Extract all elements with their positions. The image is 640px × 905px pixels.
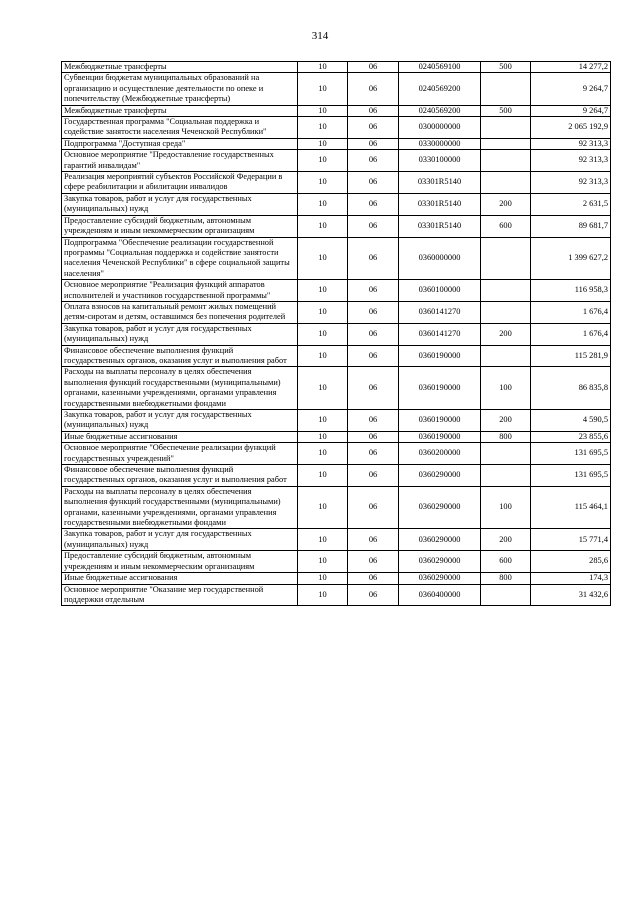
cell-expense-type: 100 — [481, 367, 531, 410]
table-row — [62, 443, 611, 465]
cell-target-article: 0360000000 — [399, 237, 481, 280]
cell-name: Иные бюджетные ассигнования — [62, 431, 298, 442]
table-row — [62, 73, 611, 105]
cell-subsection: 06 — [348, 172, 399, 194]
table-row — [62, 573, 611, 584]
table-row — [62, 193, 611, 215]
cell-section: 10 — [298, 529, 348, 551]
cell-expense-type: 200 — [481, 529, 531, 551]
cell-section: 10 — [298, 551, 348, 573]
cell-expense-type: 200 — [481, 410, 531, 432]
cell-expense-type: 800 — [481, 431, 531, 442]
cell-subsection: 06 — [348, 551, 399, 573]
table-row — [62, 345, 611, 367]
cell-name: Основное мероприятие "Обеспечение реализации функций государственных учреждений" — [62, 443, 298, 465]
cell-amount: 9 264,7 — [531, 73, 611, 105]
cell-target-article: 0360290000 — [399, 465, 481, 487]
cell-target-article: 0360100000 — [399, 280, 481, 302]
cell-name: Закупка товаров, работ и услуг для государственных (муниципальных) нужд — [62, 323, 298, 345]
cell-amount: 92 313,3 — [531, 172, 611, 194]
cell-section: 10 — [298, 486, 348, 529]
cell-expense-type — [481, 150, 531, 172]
cell-amount: 23 855,6 — [531, 431, 611, 442]
cell-target-article: 0360290000 — [399, 551, 481, 573]
cell-section: 10 — [298, 345, 348, 367]
cell-subsection: 06 — [348, 150, 399, 172]
cell-expense-type — [481, 172, 531, 194]
cell-subsection: 06 — [348, 301, 399, 323]
cell-amount: 116 958,3 — [531, 280, 611, 302]
cell-amount: 92 313,3 — [531, 150, 611, 172]
cell-amount: 2 631,5 — [531, 193, 611, 215]
cell-subsection: 06 — [348, 584, 399, 606]
cell-subsection: 06 — [348, 529, 399, 551]
cell-amount: 115 464,1 — [531, 486, 611, 529]
cell-target-article: 0360400000 — [399, 584, 481, 606]
cell-section: 10 — [298, 573, 348, 584]
cell-amount: 89 681,7 — [531, 215, 611, 237]
cell-section: 10 — [298, 105, 348, 116]
table-row — [62, 150, 611, 172]
cell-target-article: 0240569100 — [399, 62, 481, 73]
cell-name: Подпрограмма "Обеспечение реализации государственной программы "Социальная поддержка и содействие занятости населения Чеченской Республики" в сфере социальной защиты населения" — [62, 237, 298, 280]
cell-subsection: 06 — [348, 573, 399, 584]
cell-target-article: 0300000000 — [399, 117, 481, 139]
cell-target-article: 0360290000 — [399, 529, 481, 551]
table-row — [62, 367, 611, 410]
table-row — [62, 410, 611, 432]
cell-subsection: 06 — [348, 443, 399, 465]
cell-amount: 15 771,4 — [531, 529, 611, 551]
table-row — [62, 465, 611, 487]
cell-name: Закупка товаров, работ и услуг для государственных (муниципальных) нужд — [62, 529, 298, 551]
cell-target-article: 0240569200 — [399, 105, 481, 116]
cell-target-article: 0360200000 — [399, 443, 481, 465]
cell-section: 10 — [298, 410, 348, 432]
table-row — [62, 62, 611, 73]
cell-name: Государственная программа "Социальная поддержка и содействие занятости населения Чеченской Республики" — [62, 117, 298, 139]
cell-name: Межбюджетные трансферты — [62, 62, 298, 73]
cell-section: 10 — [298, 301, 348, 323]
cell-section: 10 — [298, 237, 348, 280]
table-row — [62, 584, 611, 606]
cell-amount: 1 676,4 — [531, 301, 611, 323]
cell-name: Реализация мероприятий субъектов Российской Федерации в сфере реабилитации и абилитации инвалидов — [62, 172, 298, 194]
cell-name: Финансовое обеспечение выполнения функций государственных органов, оказания услуг и выполнения работ — [62, 465, 298, 487]
cell-amount: 1 676,4 — [531, 323, 611, 345]
table-row — [62, 237, 611, 280]
cell-expense-type: 600 — [481, 551, 531, 573]
cell-subsection: 06 — [348, 465, 399, 487]
cell-expense-type — [481, 117, 531, 139]
cell-subsection: 06 — [348, 73, 399, 105]
cell-target-article: 0360141270 — [399, 323, 481, 345]
cell-section: 10 — [298, 465, 348, 487]
table-row — [62, 215, 611, 237]
cell-name: Предоставление субсидий бюджетным, автономным учреждениям и иным некоммерческим организациям — [62, 215, 298, 237]
table-body — [62, 62, 611, 606]
cell-expense-type: 500 — [481, 62, 531, 73]
cell-expense-type — [481, 138, 531, 149]
cell-name: Основное мероприятие "Реализация функций аппаратов исполнителей и участников государственной программы" — [62, 280, 298, 302]
cell-subsection: 06 — [348, 367, 399, 410]
cell-section: 10 — [298, 117, 348, 139]
cell-name: Подпрограмма "Доступная среда" — [62, 138, 298, 149]
cell-amount: 2 065 192,9 — [531, 117, 611, 139]
table-row — [62, 301, 611, 323]
cell-amount: 1 399 627,2 — [531, 237, 611, 280]
cell-expense-type: 600 — [481, 215, 531, 237]
cell-expense-type — [481, 465, 531, 487]
cell-expense-type — [481, 73, 531, 105]
cell-section: 10 — [298, 280, 348, 302]
cell-section: 10 — [298, 431, 348, 442]
table-row — [62, 138, 611, 149]
cell-expense-type: 800 — [481, 573, 531, 584]
cell-target-article: 0360190000 — [399, 410, 481, 432]
cell-expense-type: 500 — [481, 105, 531, 116]
cell-section: 10 — [298, 73, 348, 105]
cell-target-article: 0330000000 — [399, 138, 481, 149]
cell-target-article: 0360190000 — [399, 367, 481, 410]
table-row — [62, 172, 611, 194]
cell-section: 10 — [298, 172, 348, 194]
cell-amount: 131 695,5 — [531, 465, 611, 487]
cell-section: 10 — [298, 584, 348, 606]
cell-target-article: 0330100000 — [399, 150, 481, 172]
cell-section: 10 — [298, 62, 348, 73]
cell-section: 10 — [298, 215, 348, 237]
cell-target-article: 0360190000 — [399, 345, 481, 367]
cell-amount: 86 835,8 — [531, 367, 611, 410]
cell-amount: 131 695,5 — [531, 443, 611, 465]
cell-name: Закупка товаров, работ и услуг для государственных (муниципальных) нужд — [62, 410, 298, 432]
cell-subsection: 06 — [348, 215, 399, 237]
cell-target-article: 0360141270 — [399, 301, 481, 323]
table-row — [62, 105, 611, 116]
cell-target-article: 0360290000 — [399, 486, 481, 529]
cell-subsection: 06 — [348, 345, 399, 367]
table-row — [62, 529, 611, 551]
cell-subsection: 06 — [348, 280, 399, 302]
cell-name: Предоставление субсидий бюджетным, автономным учреждениям и иным некоммерческим организациям — [62, 551, 298, 573]
cell-name: Закупка товаров, работ и услуг для государственных (муниципальных) нужд — [62, 193, 298, 215]
cell-amount: 285,6 — [531, 551, 611, 573]
cell-target-article: 03301R5140 — [399, 215, 481, 237]
cell-amount: 115 281,9 — [531, 345, 611, 367]
table-row — [62, 431, 611, 442]
cell-subsection: 06 — [348, 323, 399, 345]
table-row — [62, 280, 611, 302]
cell-name: Иные бюджетные ассигнования — [62, 573, 298, 584]
cell-subsection: 06 — [348, 138, 399, 149]
cell-name: Межбюджетные трансферты — [62, 105, 298, 116]
cell-subsection: 06 — [348, 237, 399, 280]
cell-amount: 9 264,7 — [531, 105, 611, 116]
cell-target-article: 0360290000 — [399, 573, 481, 584]
cell-name: Субвенции бюджетам муниципальных образований на организацию и осуществление деятельности по опеке и попечительству (Межбюджетные трансферты) — [62, 73, 298, 105]
cell-amount: 31 432,6 — [531, 584, 611, 606]
cell-subsection: 06 — [348, 117, 399, 139]
cell-section: 10 — [298, 138, 348, 149]
cell-subsection: 06 — [348, 486, 399, 529]
cell-expense-type — [481, 345, 531, 367]
cell-subsection: 06 — [348, 193, 399, 215]
table-row — [62, 117, 611, 139]
cell-name: Основное мероприятие "Предоставление государственных гарантий инвалидам" — [62, 150, 298, 172]
budget-table — [61, 61, 611, 606]
cell-expense-type: 200 — [481, 193, 531, 215]
cell-expense-type — [481, 237, 531, 280]
cell-name: Оплата взносов на капитальный ремонт жилых помещений детям-сиротам и детям, оставшимся без попечения родителей — [62, 301, 298, 323]
cell-section: 10 — [298, 193, 348, 215]
table-row — [62, 551, 611, 573]
cell-name: Финансовое обеспечение выполнения функций государственных органов, оказания услуг и выполнения работ — [62, 345, 298, 367]
cell-target-article: 0360190000 — [399, 431, 481, 442]
cell-name: Расходы на выплаты персоналу в целях обеспечения выполнения функций государственными (муниципальными) органами, казенными учреждениями, органами управления государственными внебюджетными фондами — [62, 367, 298, 410]
cell-target-article: 03301R5140 — [399, 172, 481, 194]
cell-amount: 92 313,3 — [531, 138, 611, 149]
cell-section: 10 — [298, 323, 348, 345]
cell-amount: 4 590,5 — [531, 410, 611, 432]
cell-expense-type: 100 — [481, 486, 531, 529]
table-row — [62, 486, 611, 529]
cell-name: Основное мероприятие "Оказание мер государственной поддержки отдельным — [62, 584, 298, 606]
cell-subsection: 06 — [348, 62, 399, 73]
cell-expense-type — [481, 280, 531, 302]
cell-expense-type — [481, 301, 531, 323]
cell-subsection: 06 — [348, 410, 399, 432]
cell-target-article: 0240569200 — [399, 73, 481, 105]
cell-expense-type: 200 — [481, 323, 531, 345]
cell-subsection: 06 — [348, 105, 399, 116]
cell-amount: 174,3 — [531, 573, 611, 584]
cell-name: Расходы на выплаты персоналу в целях обеспечения выполнения функций государственными (муниципальными) органами, казенными учреждениями, органами управления государственными внебюджетными фондами — [62, 486, 298, 529]
cell-subsection: 06 — [348, 431, 399, 442]
cell-section: 10 — [298, 150, 348, 172]
page-number: 314 — [311, 30, 329, 42]
cell-amount: 14 277,2 — [531, 62, 611, 73]
cell-section: 10 — [298, 443, 348, 465]
cell-expense-type — [481, 584, 531, 606]
cell-section: 10 — [298, 367, 348, 410]
table-row — [62, 323, 611, 345]
cell-target-article: 03301R5140 — [399, 193, 481, 215]
cell-expense-type — [481, 443, 531, 465]
